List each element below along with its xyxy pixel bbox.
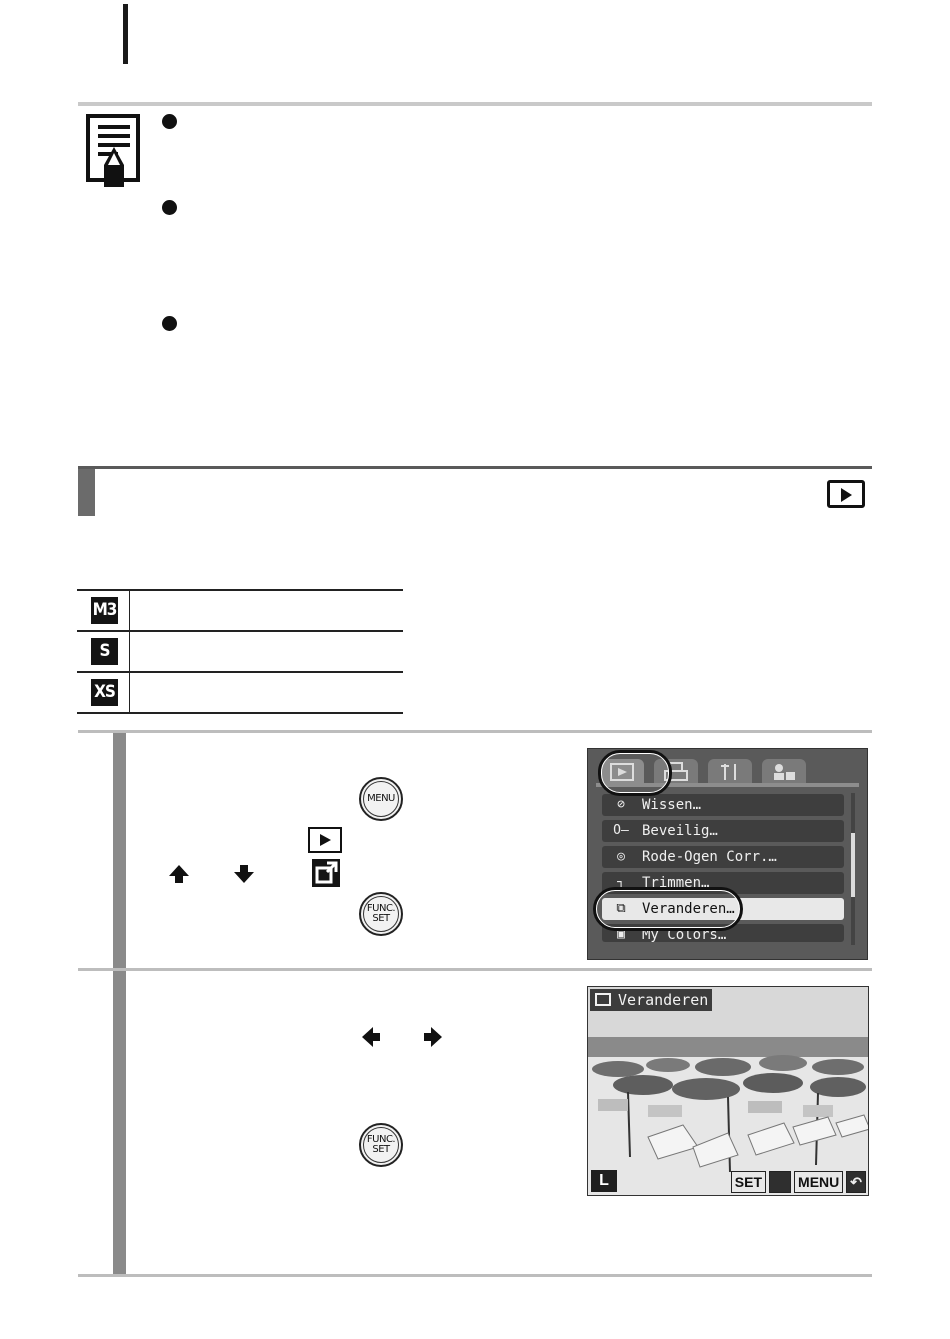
menu-hint: MENU	[794, 1171, 843, 1193]
size-xs-icon: XS	[91, 679, 118, 706]
image-size-badge: L	[591, 1170, 617, 1192]
step-2-top-rule	[78, 968, 872, 971]
down-arrow-icon	[233, 863, 255, 885]
section-header-block	[78, 469, 95, 516]
page-edge-marker	[123, 4, 128, 64]
menu-button[interactable]: MENU	[359, 777, 403, 821]
menu-item-protect[interactable]: O— Beveilig…	[602, 820, 844, 842]
size-m3-icon: M3	[91, 597, 118, 624]
step-1-bar	[113, 733, 126, 968]
playback-icon	[308, 827, 342, 853]
note-bullet-3	[162, 316, 177, 331]
resize-size-table	[77, 589, 403, 714]
beach-photo	[588, 987, 869, 1196]
size-row-xs	[77, 671, 403, 714]
return-icon: ↶	[846, 1171, 866, 1193]
resize-icon	[312, 859, 340, 887]
note-bullet-1	[162, 114, 177, 129]
resize-hint-icon	[769, 1171, 791, 1193]
section-header-rule	[78, 466, 872, 469]
menu-item-erase[interactable]: ⊘ Wissen…	[602, 794, 844, 816]
playback-mode-icon	[827, 480, 865, 508]
step-2-bottom-rule	[78, 1274, 872, 1277]
tab-my-camera[interactable]	[762, 759, 806, 785]
resize-icon-small	[595, 993, 611, 1006]
func-set-button-step1[interactable]: FUNC. SET	[359, 892, 403, 936]
tab-setup[interactable]	[708, 759, 752, 785]
menu-item-my-colors[interactable]: ▣ My Colors…	[602, 924, 844, 942]
menu-item-resize[interactable]: ⧉ Veranderen…	[602, 898, 844, 920]
step-1-top-rule	[78, 730, 872, 733]
menu-item-trimming[interactable]: ┐ Trimmen…	[602, 872, 844, 894]
note-top-rule	[78, 102, 872, 106]
size-row-m3	[77, 589, 403, 630]
func-set-button-step2[interactable]: FUNC. SET	[359, 1123, 403, 1167]
camera-menu-screen	[587, 748, 868, 960]
screen-button-hints	[731, 1171, 866, 1193]
resize-item-highlight-ring	[593, 887, 743, 931]
set-hint: SET	[731, 1171, 766, 1193]
playback-tab-highlight-ring	[598, 750, 672, 796]
note-icon	[86, 113, 142, 189]
menu-item-red-eye[interactable]: ◎ Rode-Ogen Corr.…	[602, 846, 844, 868]
right-arrow-icon	[422, 1026, 444, 1048]
step-2-bar	[113, 971, 126, 1276]
note-bullet-2	[162, 200, 177, 215]
up-arrow-icon	[168, 863, 190, 885]
left-arrow-icon	[360, 1026, 382, 1048]
size-row-s	[77, 630, 403, 671]
resize-preview-screen	[587, 986, 869, 1196]
menu-scrollbar[interactable]	[851, 793, 855, 945]
resize-screen-title: Veranderen	[590, 989, 712, 1011]
size-s-icon: S	[91, 638, 118, 665]
